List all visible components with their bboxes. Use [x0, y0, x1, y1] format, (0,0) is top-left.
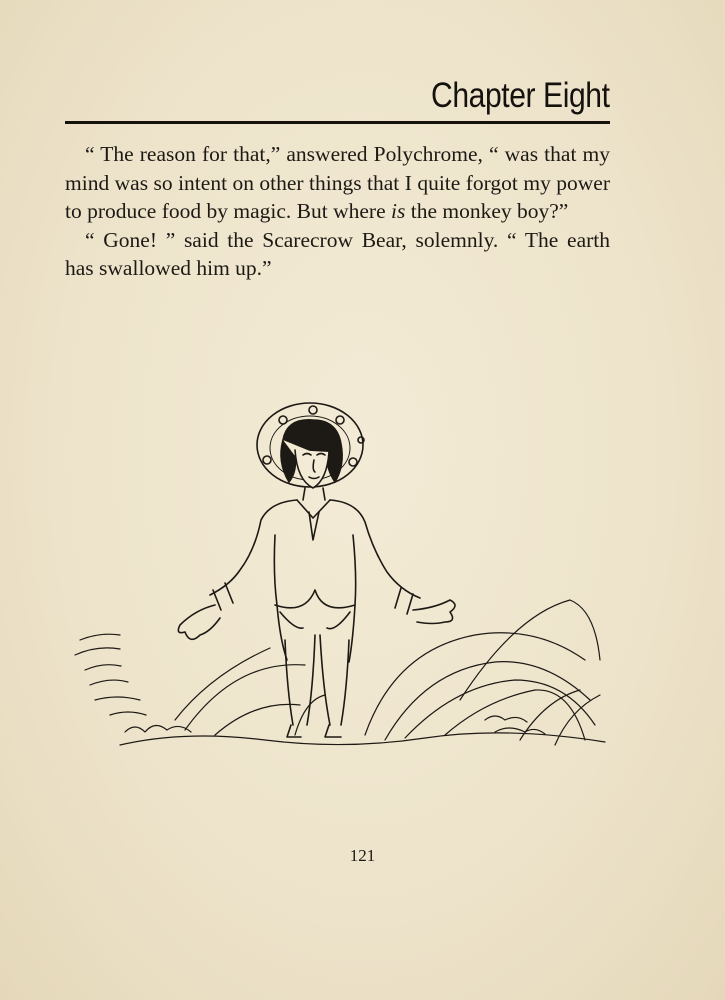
- chapter-heading: Chapter Eight: [431, 76, 610, 115]
- paragraph-1-emphasis: is: [391, 199, 406, 223]
- paragraph-2: “ Gone! ” said the Scarecrow Bear, solemnly. “ The earth has swallowed him up.”: [65, 227, 610, 280]
- paragraph-1-start: “ The reason for that,” answered Polychrome, “ was that my mind was so intent on other things that I quite forgot my power to produce food by magic. But where: [65, 142, 610, 223]
- page-number: 121: [349, 846, 376, 865]
- body-text: [65, 140, 610, 283]
- grass-drawing: [75, 600, 605, 745]
- paragraph-1: [65, 140, 610, 226]
- figure-drawing: [178, 403, 455, 737]
- illustration-figure-in-grass: [65, 400, 610, 750]
- heading-rule: [65, 121, 610, 124]
- paragraph-1-end: the monkey boy?”: [405, 199, 569, 223]
